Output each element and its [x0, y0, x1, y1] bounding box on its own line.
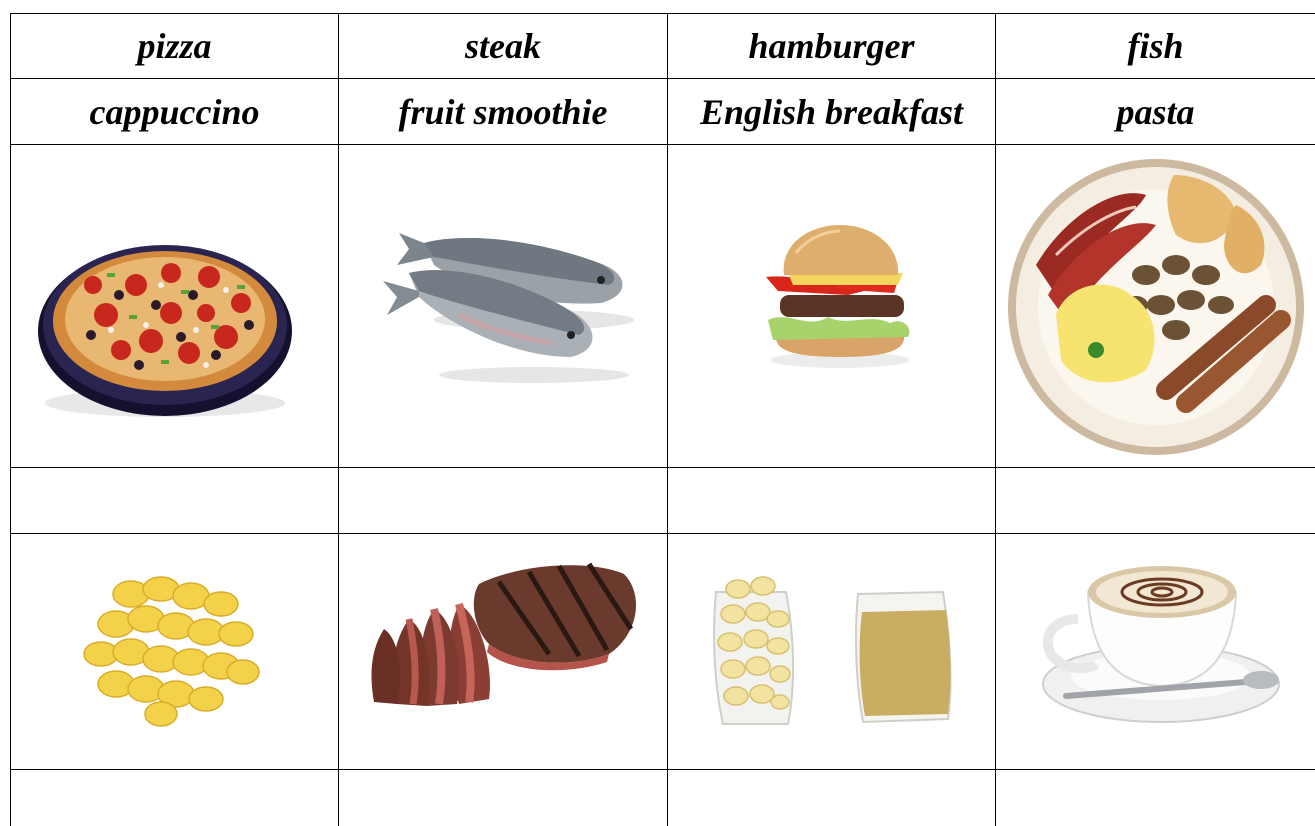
- word-cell: [996, 79, 1315, 144]
- word-label: English breakfast: [699, 91, 964, 132]
- word-label: cappuccino: [89, 91, 260, 132]
- fish-picture: [339, 145, 667, 467]
- word-cell: [339, 14, 667, 78]
- answer-cell[interactable]: [11, 468, 338, 533]
- word-label: fruit smoothie: [398, 91, 608, 132]
- answer-cell[interactable]: [339, 468, 667, 533]
- word-cell: [339, 79, 667, 144]
- pizza-picture: [11, 145, 338, 467]
- answer-cell[interactable]: [996, 770, 1315, 826]
- cappuccino-picture: [996, 534, 1315, 769]
- word-label: steak: [465, 26, 541, 66]
- word-label: pizza: [137, 26, 212, 66]
- word-cell: [668, 14, 995, 78]
- word-cell: [11, 79, 338, 144]
- hamburger-picture: [668, 145, 995, 467]
- english-breakfast-picture: [996, 145, 1315, 467]
- word-label: hamburger: [748, 26, 915, 66]
- answer-cell[interactable]: [668, 468, 995, 533]
- word-cell: [996, 14, 1315, 78]
- word-label: fish: [1127, 26, 1184, 66]
- word-label: pasta: [1116, 91, 1195, 132]
- word-cell: [668, 79, 995, 144]
- word-cell: [11, 14, 338, 78]
- answer-cell[interactable]: [996, 468, 1315, 533]
- answer-cell[interactable]: [11, 770, 338, 826]
- fruit-smoothie-picture: [668, 534, 995, 769]
- answer-cell[interactable]: [339, 770, 667, 826]
- pasta-picture: [11, 534, 338, 769]
- answer-cell[interactable]: [668, 770, 995, 826]
- food-matching-table: [10, 13, 1315, 826]
- steak-picture: [339, 534, 667, 769]
